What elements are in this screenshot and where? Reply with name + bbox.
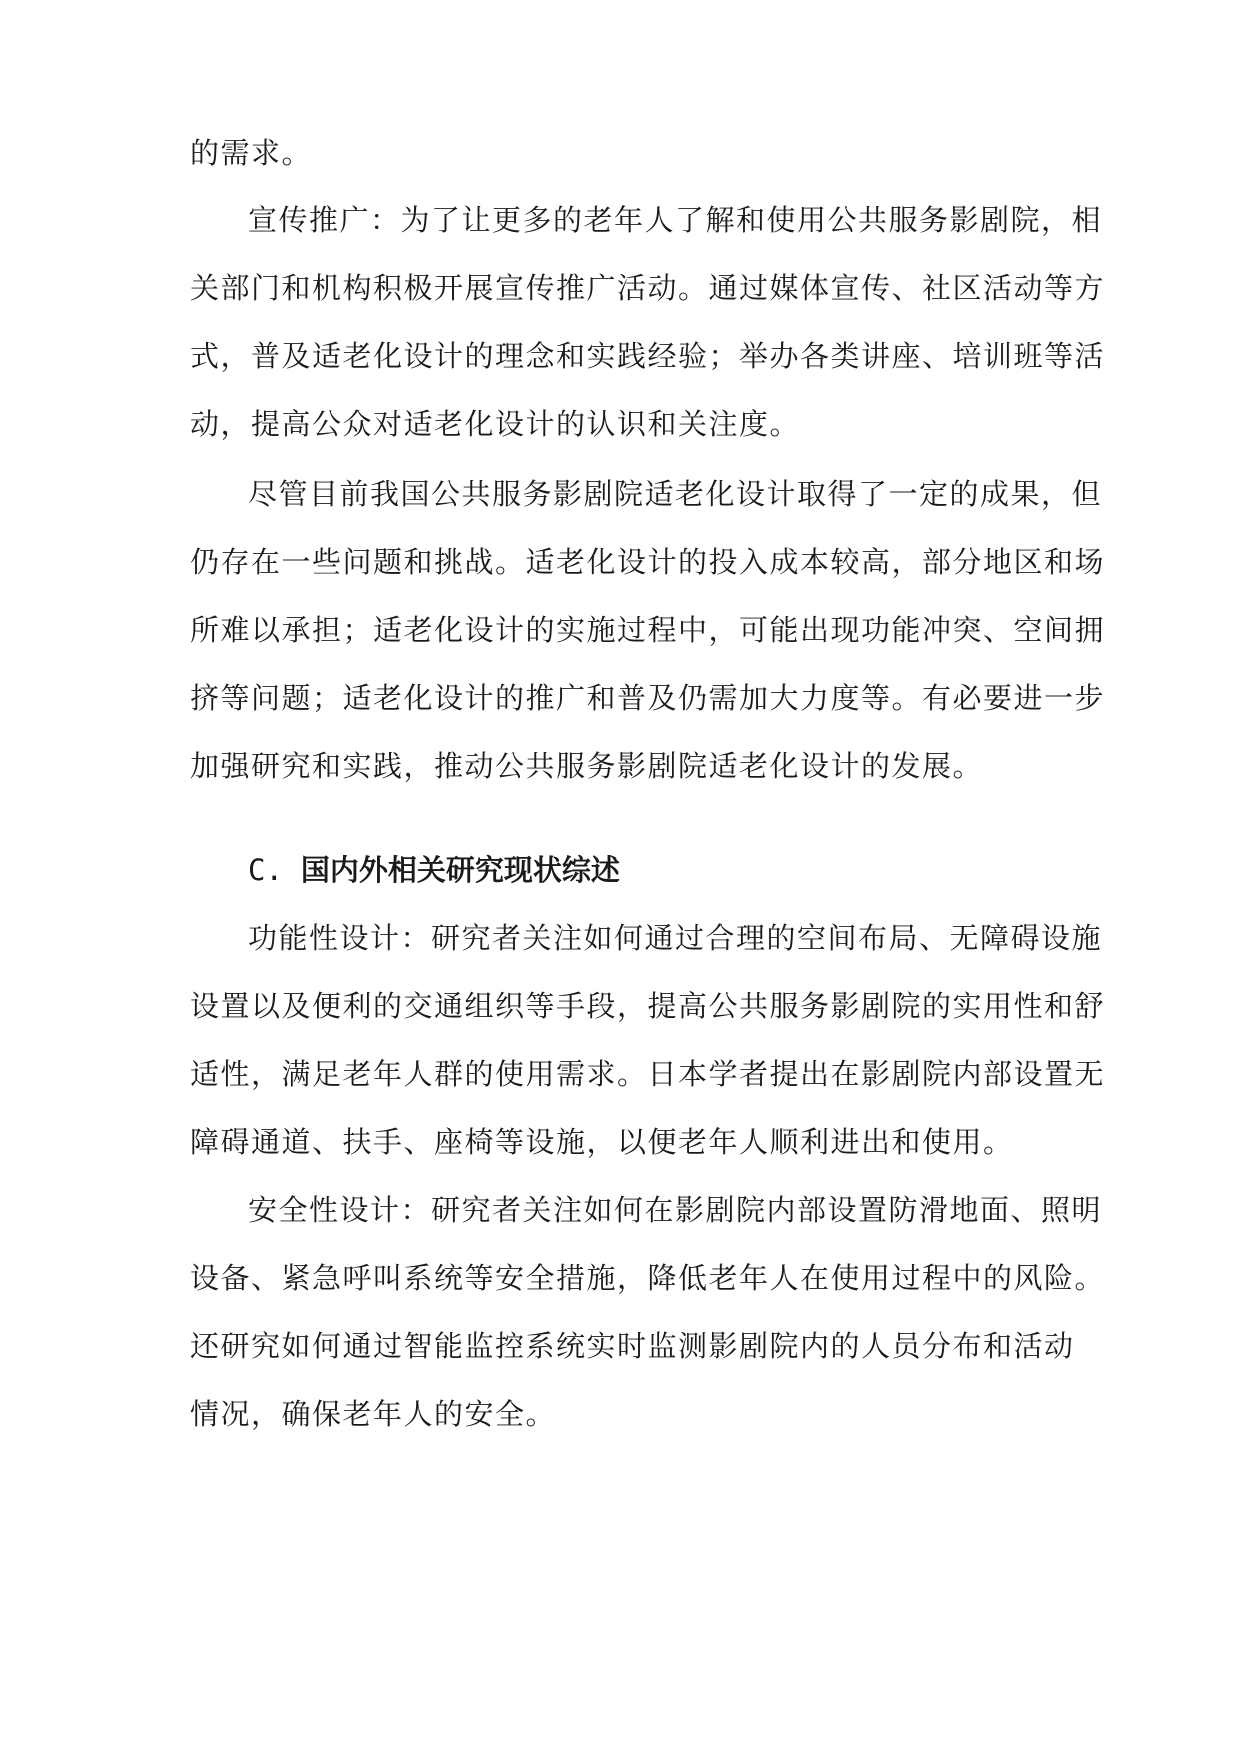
challenges-paragraph-line-4: 挤等问题；适老化设计的推广和普及仍需加大力度等。有必要进一步 bbox=[190, 681, 1106, 715]
challenges-paragraph-line-1: 尽管目前我国公共服务影剧院适老化设计取得了一定的成果，但 bbox=[248, 477, 1103, 511]
safety-paragraph-line-3: 还研究如何通过智能监控系统实时监测影剧院内的人员分布和活动 bbox=[190, 1329, 1075, 1363]
challenges-paragraph-line-3: 所难以承担；适老化设计的实施过程中，可能出现功能冲突、空间拥 bbox=[190, 613, 1106, 647]
promotion-paragraph-line-2: 关部门和机构积极开展宣传推广活动。通过媒体宣传、社区活动等方 bbox=[190, 271, 1106, 305]
section-heading-title: 国内外相关研究现状综述 bbox=[300, 853, 620, 887]
section-heading-label: C. bbox=[248, 853, 283, 887]
functional-paragraph-line-4: 障碍通道、扶手、座椅等设施，以便老年人顺利进出和使用。 bbox=[190, 1125, 1014, 1159]
paragraph-tail-line: 的需求。 bbox=[190, 136, 313, 170]
safety-paragraph-line-4: 情况，确保老年人的安全。 bbox=[190, 1397, 557, 1431]
functional-paragraph-line-3: 适性，满足老年人群的使用需求。日本学者提出在影剧院内部设置无 bbox=[190, 1057, 1106, 1091]
promotion-paragraph-line-1: 宣传推广：为了让更多的老年人了解和使用公共服务影剧院，相 bbox=[248, 203, 1103, 237]
challenges-paragraph-line-2: 仍存在一些问题和挑战。适老化设计的投入成本较高，部分地区和场 bbox=[190, 545, 1106, 579]
safety-paragraph-line-2: 设备、紧急呼叫系统等安全措施，降低老年人在使用过程中的风险。 bbox=[190, 1261, 1106, 1295]
safety-paragraph-line-1: 安全性设计：研究者关注如何在影剧院内部设置防滑地面、照明 bbox=[248, 1193, 1103, 1227]
promotion-paragraph-line-3: 式，普及适老化设计的理念和实践经验；举办各类讲座、培训班等活 bbox=[190, 339, 1106, 373]
promotion-paragraph-line-4: 动，提高公众对适老化设计的认识和关注度。 bbox=[190, 407, 801, 441]
section-heading bbox=[248, 850, 1048, 890]
challenges-paragraph-line-5: 加强研究和实践，推动公共服务影剧院适老化设计的发展。 bbox=[190, 749, 984, 783]
functional-paragraph-line-1: 功能性设计：研究者关注如何通过合理的空间布局、无障碍设施 bbox=[248, 921, 1103, 955]
functional-paragraph-line-2: 设置以及便利的交通组织等手段，提高公共服务影剧院的实用性和舒 bbox=[190, 989, 1106, 1023]
